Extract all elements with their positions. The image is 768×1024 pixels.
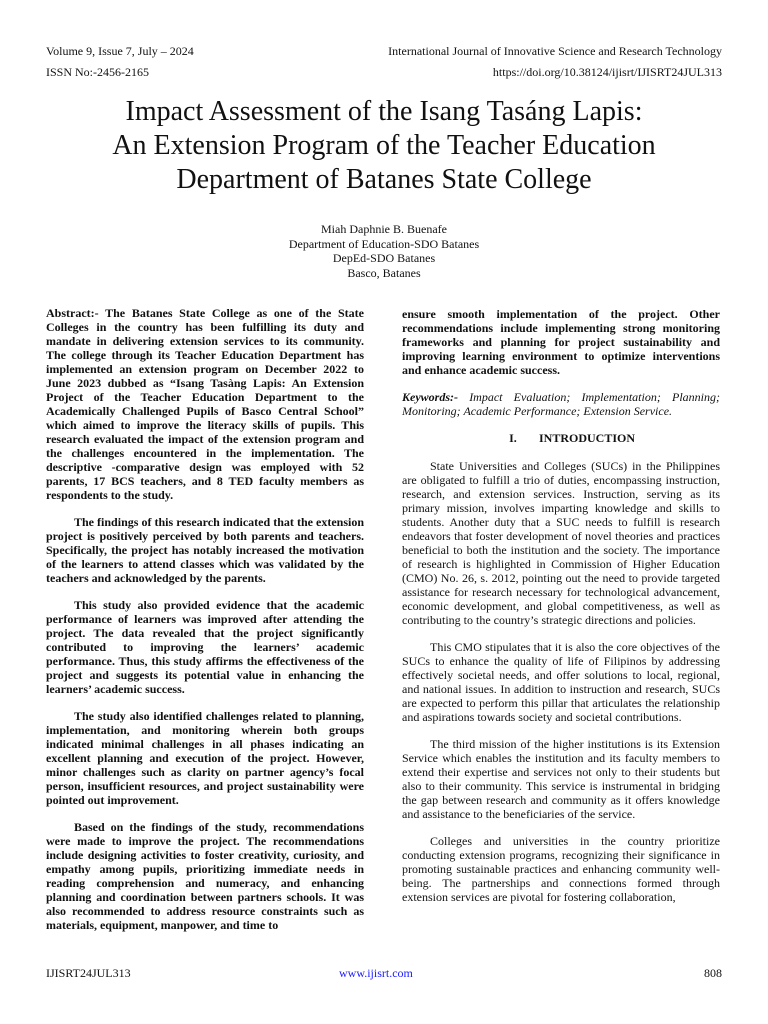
abstract-paragraph: The findings of this research indicated that the extension project is positively perceived by both parents and teachers. Specifically, the project has notably increased the motivation of the learners to attend classes which was validated by the teachers and acknowledged by the parents. xyxy=(46,515,364,585)
footer-site-link[interactable]: www.ijisrt.com xyxy=(339,966,413,980)
introduction-body xyxy=(402,459,720,904)
issn: ISSN No:-2456-2165 xyxy=(46,65,150,79)
keywords xyxy=(402,390,720,418)
title-line-3: Department of Batanes State College xyxy=(176,164,592,195)
title-line-2: An Extension Program of the Teacher Education xyxy=(112,130,656,161)
author-name: Miah Daphnie B. Buenafe xyxy=(321,222,447,236)
volume-info: Volume 9, Issue 7, July – 2024 xyxy=(46,44,194,58)
abstract-paragraph: The study also identified challenges related to planning, implementation, and monitoring wherein both groups indicated minimal challenges in all phases indicating an excellent planning and execution of the project. However, minor challenges such as clarity on partner agency’s focal person, insufficient resources, and project sustainability were pointed out improvement. xyxy=(46,709,364,807)
abstract-continuation: ensure smooth implementation of the project. Other recommendations include implementing strong monitoring frameworks and planning for project sustainability and improving learning environment to optimize interventions and enhance academic success. xyxy=(402,307,720,377)
author-affiliation-1: Department of Education-SDO Batanes xyxy=(288,236,480,251)
intro-paragraph: State Universities and Colleges (SUCs) in the Philippines are obligated to fulfill a trio of duties, encompassing instruction, research, and extension services. Instruction, serving as its primary mission, involves imparting knowledge and skills to students. Another duty that a SUC needs to fulfill is research endeavors that foster development of novel theories and practices beneficial to both the institution and the society. The importance of research is highlighted in Commission of Higher Education (CMO) No. 26, s. 2012, pointing out the need to provide targeted assistance for research necessary for technological advancement, economic development, and global competitiveness, as well as contributing to the country’s strategic directions and policies. xyxy=(402,459,720,627)
section-number: I. xyxy=(509,431,517,445)
section-title: INTRODUCTION xyxy=(538,431,635,445)
page-number: 808 xyxy=(704,966,722,980)
right-column xyxy=(402,307,720,917)
journal-name: International Journal of Innovative Science and Research Technology xyxy=(388,44,722,58)
doi-link[interactable]: https://doi.org/10.38124/ijisrt/IJISRT24JUL313 xyxy=(492,65,722,79)
intro-paragraph: Colleges and universities in the country prioritize conducting extension programs, recognizing their significance in promoting sustainable practices and enhancing community well-being. The partnerships and connections formed through extension services are pivotal for fostering collaboration, xyxy=(402,834,720,904)
keywords-label: Keywords:- xyxy=(402,390,458,404)
title-line-1: Impact Assessment of the Isang Tasáng Lapis: xyxy=(125,96,643,127)
author-affiliation-2: DepEd-SDO Batanes xyxy=(332,251,436,265)
abstract-paragraph: Based on the findings of the study, recommendations were made to improve the project. The recommendations include designing activities to foster creativity, curiosity, and empathy among pupils, prioritizing immediate needs in reading comprehension and numeracy, and enhancing planning and coordination between partners schools. It was also recommended to address resource constraints such as materials, equipment, manpower, and time to xyxy=(46,820,364,932)
intro-paragraph: This CMO stipulates that it is also the core objectives of the SUCs to enhance the quality of life of Filipinos by addressing effectively societal needs, and offer solutions to local, regional, and national issues. In addition to instruction and research, SUCs are expected to perform this pillar that articulates the relationship and aspirations towards society and societal contributions. xyxy=(402,640,720,724)
author-block xyxy=(134,222,634,280)
left-column xyxy=(46,306,364,945)
abstract-paragraph: This study also provided evidence that the academic performance of learners was improved after attending the project. The data revealed that the project significantly contributed to improving the learners’ academic performance. Thus, this study affirms the effectiveness of the project and suggests its potential value in enhancing the learners’ academic success. xyxy=(46,598,364,696)
abstract-paragraph: Abstract:- The Batanes State College as one of the State Colleges in the country has been fulfilling its duty and mandate in delivering extension services to its community. The college through its Teacher Education Department has implemented an extension program on December 2022 to June 2023 dubbed as “Isang Tasàng Lapis: An Extension Project of the Teacher Education Department to the Academically Challenged Pupils of Basco Central School” which aimed to improve the literacy skills of pupils. This research evaluated the impact of the extension program and the challenges encountered in the implementation. The descriptive -comparative design was employed with 52 parents, 17 BCS teachers, and 8 TED faculty members as respondents to the study. xyxy=(46,306,364,502)
keywords-text: Impact Evaluation; Implementation; Planning; Monitoring; Academic Performance; Extension Service. xyxy=(402,390,720,418)
footer-code: IJISRT24JUL313 xyxy=(46,966,131,980)
author-location: Basco, Batanes xyxy=(347,265,421,280)
section-heading xyxy=(402,431,720,445)
paper-title xyxy=(40,95,728,197)
intro-paragraph: The third mission of the higher institutions is its Extension Service which enables the institution and its faculty members to extend their expertise and services not only to their students but also to their community. This service is instrumental in bridging the gap between research and community as it offers knowledge and assistance to the beneficiaries of the service. xyxy=(402,737,720,821)
